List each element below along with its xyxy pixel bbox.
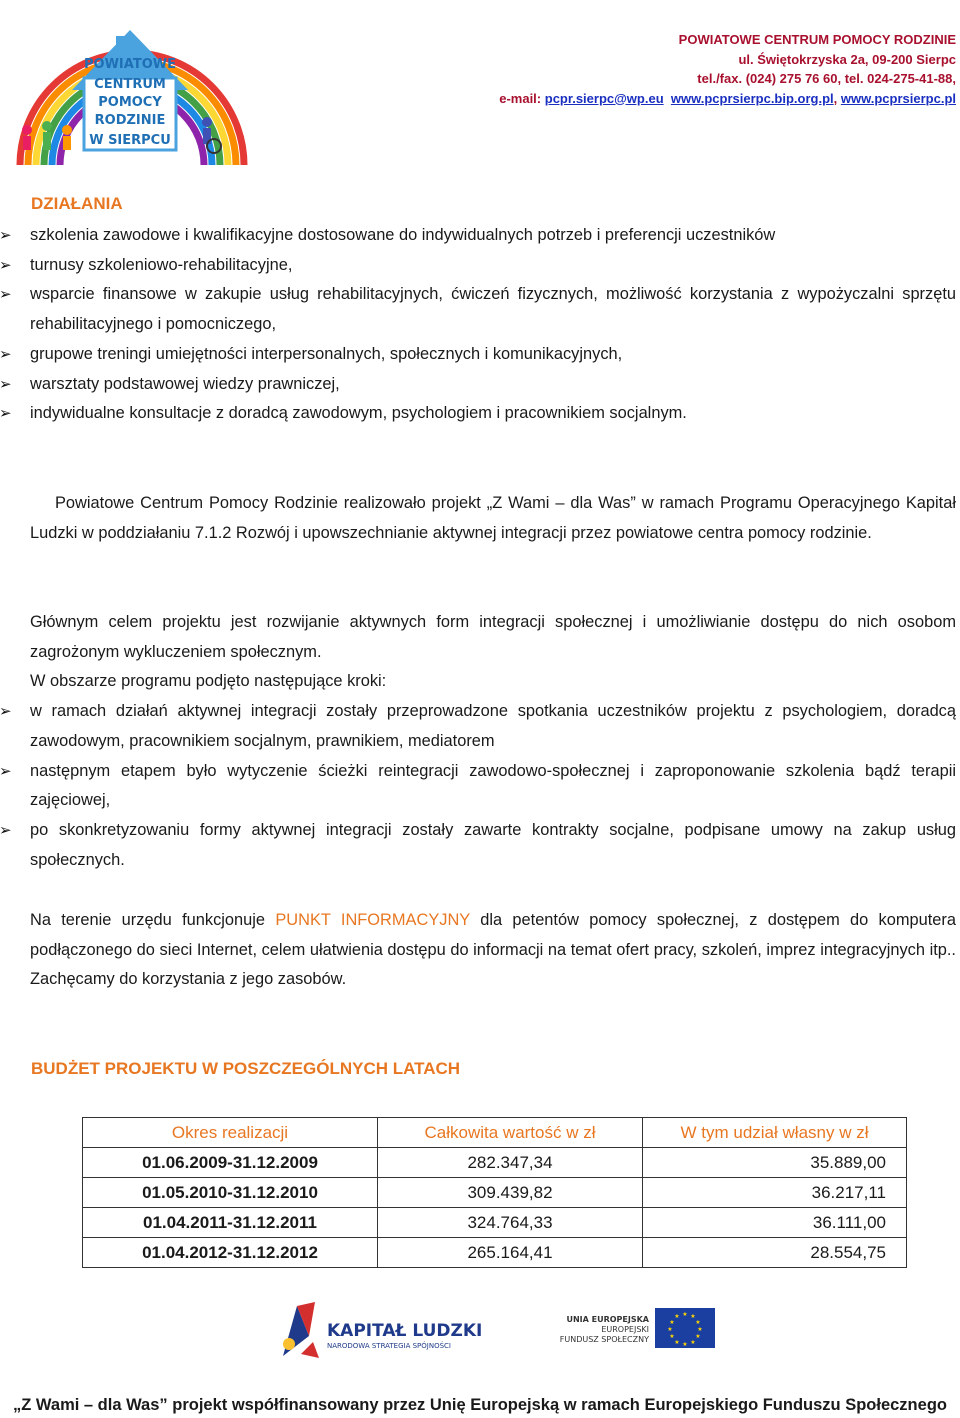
org-phone: tel./fax. (024) 275 76 60, tel. 024-275-41-88, — [697, 71, 956, 86]
total-cell: 265.164,41 — [378, 1238, 643, 1268]
svg-text:★: ★ — [669, 1333, 675, 1340]
bip-link[interactable]: www.pcprsierpc.bip.org.pl — [670, 90, 834, 106]
total-cell: 309.439,82 — [378, 1178, 643, 1208]
logo-line-1: POWIATOWE — [84, 57, 176, 72]
svg-text:★: ★ — [690, 1313, 696, 1320]
column-header: Okres realizacji — [83, 1118, 378, 1148]
list-item: ➢ w ramach działań aktywnej integracji zostały przeprowadzone spotkania uczestników projektu z psychologiem, doradcą zawodowym, pracownikiem socjalnym, prawnikiem, mediatorem — [30, 697, 956, 756]
project-goal: Głównym celem projektu jest rozwijanie aktywnych form integracji społecznej i umożliwianie dostępu do nich osobom zagrożonym wykluczeniem społecznym. — [30, 613, 956, 661]
email-link[interactable]: pcpr.sierpc@wp.eu — [544, 90, 664, 106]
own-share-cell: 28.554,75 — [643, 1238, 907, 1268]
total-cell: 324.764,33 — [378, 1208, 643, 1238]
kl-title: KAPITAŁ LUDZKI — [327, 1321, 483, 1341]
period-cell: 01.06.2009-31.12.2009 — [83, 1148, 378, 1178]
svg-text:★: ★ — [674, 1339, 680, 1346]
svg-text:★: ★ — [695, 1333, 701, 1340]
project-intro: Powiatowe Centrum Pomocy Rodzinie realizowało projekt „Z Wami – dla Was” w ramach Programu Operacyjnego Kapitał Ludzki w poddziałaniu 7.1.2 Rozwój i upowszechnianie aktywnej integracji przez powiatowe centra pomocy rodzinie. — [30, 494, 956, 542]
website-link[interactable]: www.pcprsierpc.pl — [840, 90, 956, 106]
list-item: ➢ indywidualne konsultacje z doradcą zawodowym, psychologiem i pracownikiem socjalnym. — [30, 399, 956, 429]
svg-text:★: ★ — [669, 1319, 675, 1326]
svg-text:★: ★ — [690, 1339, 696, 1346]
svg-text:★: ★ — [674, 1313, 680, 1320]
svg-text:★: ★ — [667, 1326, 673, 1333]
logo-line-3: POMOCY — [98, 95, 162, 110]
svg-text:★: ★ — [695, 1319, 701, 1326]
table-row — [83, 1238, 907, 1268]
info-text-post: dla petentów pomocy społecznej, z dostępem do komputera podłączonego do sieci Internet, celem ułatwienia dostępu do informacji na temat ofert pracy, szkoleń, imprez integracyjnych itp.. Zachęcamy do korzystania z jego zasobów. — [30, 911, 956, 989]
logo-line-2: CENTRUM — [94, 77, 166, 92]
svg-text:★: ★ — [682, 1311, 688, 1318]
svg-text:★: ★ — [682, 1341, 688, 1348]
funding-logos — [275, 1296, 725, 1368]
table-row — [83, 1208, 907, 1238]
info-point-paragraph — [30, 906, 956, 995]
list-item: ➢ turnusy szkoleniowo-rehabilitacyjne, — [30, 251, 956, 281]
actions-list — [30, 221, 956, 429]
period-cell: 01.05.2010-31.12.2010 — [83, 1178, 378, 1208]
org-address: ul. Świętokrzyska 2a, 09-200 Sierpc — [738, 51, 956, 67]
list-item: ➢ następnym etapem było wytyczenie ścieżki reintegracji zawodowo-społecznej i zaproponowanie szkolenia bądź terapii zajęciowej, — [30, 757, 956, 816]
list-item: ➢ szkolenia zawodowe i kwalifikacyjne dostosowane do indywidualnych potrzeb i preferencji uczestników — [30, 221, 956, 251]
project-goal-block — [30, 608, 956, 875]
footer-text: „Z Wami – dla Was” projekt współfinansowany przez Unię Europejską w ramach Europejskiego Funduszu Społecznego — [13, 1396, 947, 1414]
eu-line-3: FUNDUSZ SPOŁECZNY — [559, 1335, 649, 1344]
table-row — [83, 1148, 907, 1178]
list-item: ➢ grupowe treningi umiejętności interpersonalnych, społecznych i komunikacyjnych, — [30, 340, 956, 370]
organization-logo — [2, 0, 258, 168]
budget-table — [82, 1117, 907, 1268]
web-separator: , — [833, 90, 838, 106]
table-header-row — [83, 1118, 907, 1148]
column-header: W tym udział własny w zł — [643, 1118, 907, 1148]
list-item: ➢ po skonkretyzowaniu formy aktywnej integracji zostały zawarte kontrakty socjalne, podpisane umowy na zakup usług społecznych. — [30, 816, 956, 875]
eu-efs-logo — [560, 1308, 715, 1348]
kapital-ludzki-logo — [283, 1302, 482, 1358]
period-cell: 01.04.2012-31.12.2012 — [83, 1238, 378, 1268]
actions-heading: DZIAŁANIA — [31, 194, 123, 213]
own-share-cell: 35.889,00 — [643, 1148, 907, 1178]
own-share-cell: 36.217,11 — [643, 1178, 907, 1208]
eu-line-2: EUROPEJSKI — [601, 1325, 649, 1334]
own-share-cell: 36.111,00 — [643, 1208, 907, 1238]
contact-header — [499, 30, 956, 108]
list-item: ➢ wsparcie finansowe w zakupie usług rehabilitacyjnych, ćwiczeń fizycznych, możliwość korzystania z wypożyczalni sprzętu rehabilitacyjnego i pomocniczego, — [30, 280, 956, 339]
org-contact-line — [499, 89, 956, 109]
email-label: e-mail: — [499, 90, 542, 106]
logo-line-4: RODZINIE — [94, 113, 166, 128]
kl-subtitle: NARODOWA STRATEGIA SPÓJNOŚCI — [327, 1342, 451, 1350]
logo-line-5: W SIERPCU — [89, 133, 171, 148]
period-cell: 01.04.2011-31.12.2011 — [83, 1208, 378, 1238]
org-name: POWIATOWE CENTRUM POMOCY RODZINIE — [678, 32, 956, 47]
info-text-pre: Na terenie urzędu funkcjonuje — [30, 911, 266, 929]
steps-intro: W obszarze programu podjęto następujące kroki: — [30, 672, 387, 691]
table-row — [83, 1178, 907, 1208]
eu-line-1: UNIA EUROPEJSKA — [566, 1315, 649, 1324]
list-item: ➢ warsztaty podstawowej wiedzy prawniczej, — [30, 370, 956, 400]
column-header: Całkowita wartość w zł — [378, 1118, 643, 1148]
svg-text:★: ★ — [697, 1326, 703, 1333]
total-cell: 282.347,34 — [378, 1148, 643, 1178]
budget-heading: BUDŻET PROJEKTU W POSZCZEGÓLNYCH LATACH — [31, 1059, 461, 1078]
info-point-highlight: PUNKT INFORMACYJNY — [275, 911, 470, 929]
